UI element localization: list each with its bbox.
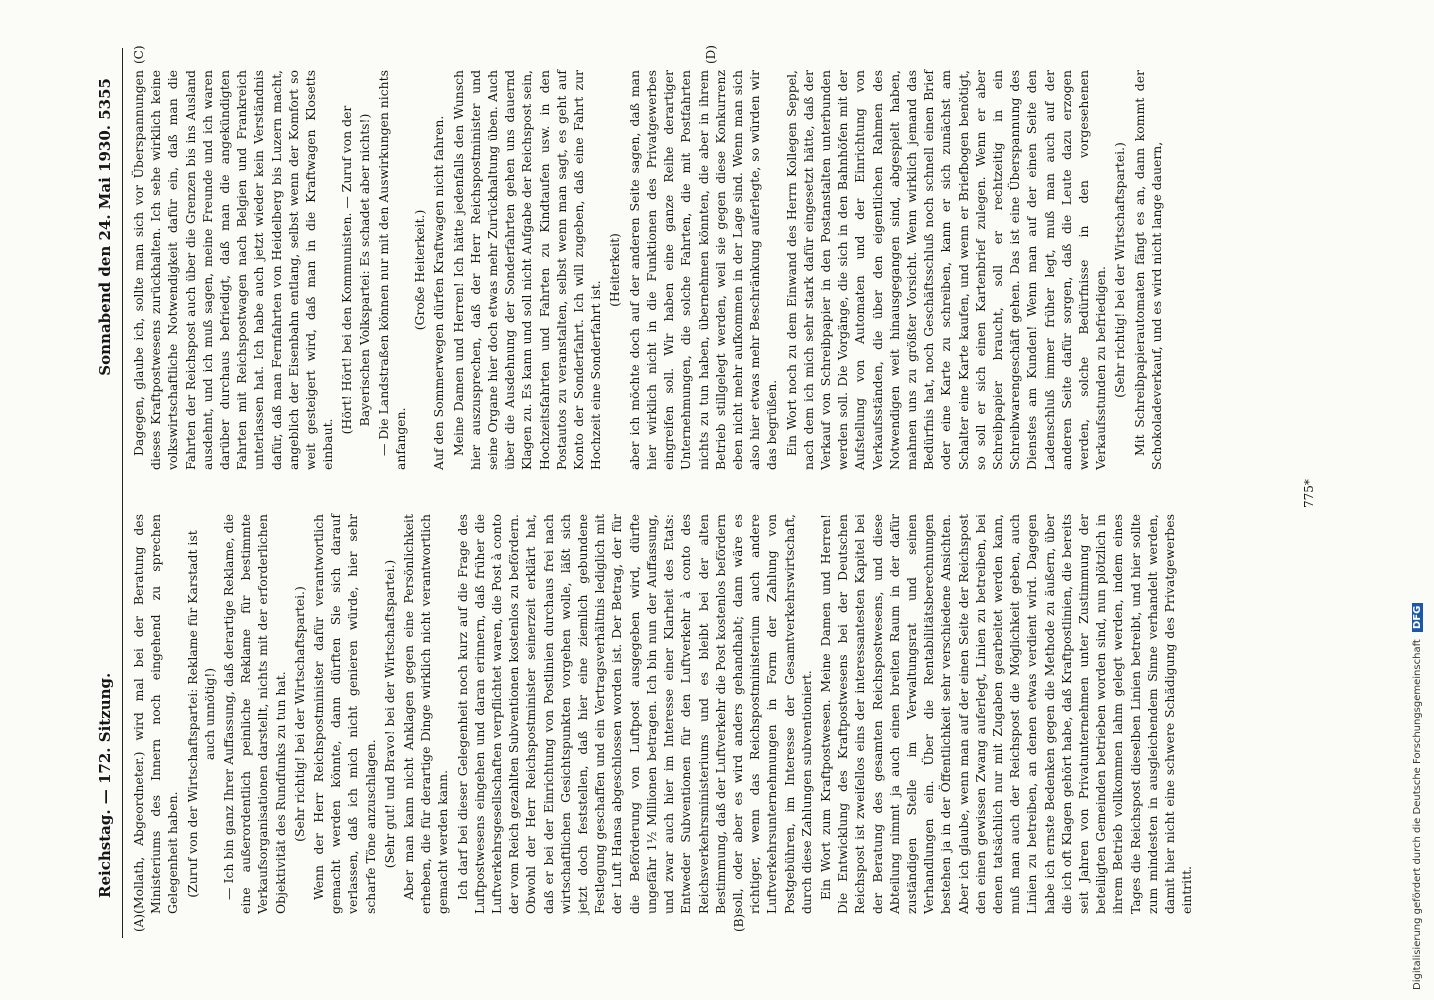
- paragraph: Wenn der Herr Reichspostminister dafür verantwortlich gemacht werden könnte, dann dürften Sie sich darauf verlassen, daß ich mich nicht genieren würde, hier sehr scharfe Töne anzuschlagen.: [311, 514, 378, 914]
- paragraph: Auf den Sommerwegen dürfen Kraftwagen nicht fahren.: [431, 115, 447, 470]
- page-signature: 775*: [1302, 479, 1316, 508]
- margin-marker-a: (A): [132, 913, 146, 932]
- interjection: (Sehr richtig! bei der Wirtschaftspartei.): [1112, 142, 1128, 398]
- funding-note: [1412, 10, 1428, 990]
- header-rule: [122, 48, 123, 938]
- paragraph: Ein Wort noch zu dem Einwand des Herrn Kollegen Seppel, nach dem ich mich sehr stark dafür eingesetzt hätte, daß der Verkauf von Schreibpapier in den Postanstalten unterbunden werden soll. Die Vorgänge, die sich in den Bahnhöfen mit der Aufstellung von Automaten und der Einrichtung von Verkaufsständen, die über den eigentlichen Rahmen des Notwendigen weit hinausgegangen sind, abgespielt haben, mahnen uns zu größter Vorsicht. Wenn wirklich jemand das Bedürfnis hat, noch Geschäftsschluß noch schnell einen Brief oder eine Karte zu schreiben, kann er sich zunächst am Schalter eine Karte kaufen, und wenn er Briefbogen benötigt, so soll er sich einen Kartenbrief zulegen. Wenn er aber Schreibpapier braucht, soll er rechtzeitig in ein Schreibwarengeschäft gehen. Das ist eine Überspannung des Dienstes am Kunden! Wenn man auf der einen Seite den Ladenschluß immer früher legt, muß man auch auf der anderen Seite dafür sorgen, daß die Leute dazu erzogen werden, solche Bedürfnisse in den vorgesehenen Verkaufsstunden zu befriedigen.: [783, 70, 1109, 470]
- paragraph: aber ich möchte doch auf der anderen Seite sagen, daß man hier wirklich nicht in die Funktionen des Privatgewerbes eingreifen soll. Wir haben eine ganze Reihe derartiger Unternehmungen, die solche Fahrten, die mit Postfahrten nichts zu tun haben, übernehmen könnten, die aber in ihrem Betrieb stillgelegt werden, weil sie gegen diese Konkurrenz eben nicht mehr aufkommen in der Lage sind. Wenn man sich also hier etwas mehr Beschränkung auferlegte, so würden wir das begrüßen.: [626, 70, 780, 470]
- paragraph: Ein Wort zum Kraftpostwesen. Meine Damen und Herren! Die Entwicklung des Kraftpostwesens bei der Deutschen Reichspost ist zweifellos eins der interessantesten Kapitel bei der Beratung des gesamten Reichspostwesens, und diese Abteilung nimmt ja auch einen breiten Raum in der dafür zuständigen Stelle im Verwaltungsrat und seinen Verhandlungen ein. Über die Rentabilitätsberechnungen bestehen ja in der Öffentlichkeit sehr verschiedene Ansichten. Aber ich glaube, wenn man auf der einen Seite der Reichspost den einen gewissen Zwang auferlegt, Linien zu betreiben, bei denen tatsächlich nur mit Zugaben gearbeitet werden kann, muß man auch der Reichspost die Möglichkeit geben, auch Linien zu betreiben, an denen etwas verdient wird. Dagegen habe ich ernste Bedenken gegen die Methode zu äußern, über die ich oft Klagen gehört habe, daß Kraftpostlinien, die bereits seit Jahren von Privatunternehmen unter Zustimmung der beteiligten Gemeinden betrieben worden sind, nun plötzlich in ihrem Betrieb vollkommen lahm gelegt werden, indem eines Tages die Reichspost dieselben Linien betreibt, und hier sollte zum mindesten in ausgleichendem Sinne verhandelt werden, damit hier nicht eine schwere Schädigung des Privatgewerbes eintritt.: [817, 514, 1195, 914]
- margin-marker-c: (C): [132, 45, 146, 64]
- paragraph: (Mollath, Abgeordneter.) wird mal bei der Beratung des Ministeriums des Innern noch eingehend zu sprechen Gelegenheit haben.: [131, 514, 181, 914]
- margin-marker-d: (D): [704, 45, 718, 64]
- rotated-page: [92, 45, 1322, 938]
- paragraph: — Die Landstraßen können nur mit den Auswirkungen nichts anfangen.: [375, 70, 409, 470]
- paragraph: Ich darf bei dieser Gelegenheit noch kurz auf die Frage des Luftpostwesens eingehen und daran erinnern, daß früher die Luftverkehrsgesellschaften verpflichtet waren, die Post à conto der vom Reich gezahlten Subventionen kostenlos zu befördern. Obwohl der Herr Reichspostminister seinerzeit erklärt hat, daß er bei der Einrichtung von Postlinien durchaus frei nach wirtschaftlichen Gesichtspunkten vorgehen wolle, läßt sich jetzt doch feststellen, daß hier eine ziemlich gebundene Festlegung geschaffen und ein Vertragsverhältnis lediglich mit der Luft Hansa abgeschlossen worden ist. Der Betrag, der für die Beförderung von Luftpost ausgegeben wird, dürfte ungefähr 1½ Millionen betragen. Ich bin nun der Auffassung, und zwar auch hier im Interesse einer Klarheit des Etats: Entweder Subventionen für den Luftverkehr à conto des Reichsverkehrsministeriums und es bleibt bei der alten Bestimmung, daß der Luftverkehr die Post kostenlos befördern soll, oder aber es wird anders gehandhabt; dann wäre es richtiger, wenn das Reichspostministerium auch andere Luftverkehrsunternehmungen in Form der Zahlung von Postgebühren, im Interesse der Gesamtverkehrswirtschaft, durch diese Zahlungen subventioniert.: [454, 514, 814, 914]
- margin-marker-b: (B): [732, 913, 746, 932]
- right-column: [130, 70, 1167, 470]
- paragraph: Meine Damen und Herren! Ich hätte jedenfalls den Wunsch hier auszusprechen, daß der Herr Reichspostminister und seine Organe hier doch etwas mehr Zurückhaltung üben. Auch über die Ausdehnung der Sonderfahrten gehen uns dauernd Klagen zu. Es kann und soll nicht Aufgabe der Reichspost sein, Hochzeitsfahrten und Fahrten zu Kindtaufen usw. in den Postautos zu veranstalten, selbst wenn man sagt, es geht auf Konto der Sonderfahrt. Ich will zugeben, daß eine Fahrt zur Hochzeit eine Sonderfahrt ist.: [450, 70, 604, 470]
- paragraph: Aber man kann nicht Anklagen gegen eine Persönlichkeit erheben, die für derartige Dinge wirklich nicht verantwortlich gemacht werden kann.: [401, 514, 451, 914]
- interjection: (Sehr richtig! bei der Wirtschaftspartei.): [291, 586, 307, 842]
- header-left: Reichstag. — 172. Sitzung.: [96, 672, 114, 898]
- dfg-logo: DFG: [1412, 603, 1423, 632]
- interjection: (Zuruf von der Wirtschaftspartei: Reklame für Karstadt ist auch unnötig!): [184, 530, 217, 898]
- interjection: (Große Heiterkeit.): [412, 209, 428, 331]
- paragraph: Dagegen, glaube ich, sollte man sich vor Überspannungen dieses Kraftpostwesens zurückhalten. Ich sehe wirklich keine volkswirtschaftliche Notwendigkeit dafür ein, daß man die Fahrten der Reichspost auch über die Grenzen bis ins Ausland ausdehnt, und ich muß sagen, meine Freunde und ich waren darüber durchaus befriedigt, daß man die angekündigten Fahrten mit Reichspostwagen nach Belgien und Frankreich unterlassen hat. Ich habe auch jetzt wieder kein Verständnis dafür, daß man Fernfahrten von Heidelberg bis Luzern macht, angeblich der Eisenbahn entlang, selbst wenn der Komfort so weit gesteigert wird, daß man in die Kraftwagen Klosetts einbaut.: [131, 70, 336, 470]
- header-right: Sonnabend den 24. Mai 1930. 5355: [96, 78, 114, 376]
- left-column: [130, 514, 1197, 914]
- interjection: (Sehr gut! und Bravo! bei der Wirtschaftspartei.): [381, 559, 397, 869]
- interjection: (Hört! Hört! bei den Kommunisten. — Zuruf von der Bayerischen Volkspartei: Es schadet aber nichts!): [339, 105, 372, 435]
- paragraph: Mit Schreibpapierautomaten fängt es an, dann kommt der Schokoladeverkauf, und es wird nicht lange dauern,: [1131, 70, 1164, 470]
- funding-text: Digitalisierung gefördert durch die Deutsche Forschungsgemeinschaft: [1412, 639, 1423, 990]
- interjection: (Heiterkeit): [607, 233, 623, 307]
- paragraph: — Ich bin ganz Ihrer Auffassung, daß derartige Reklame, die eine außerordentlich peinliche Reklame für bestimmte Verkaufsorganisationen darstellt, nichts mit der erforderlichen Objektivität des Rundfunks zu tun hat.: [221, 514, 288, 914]
- running-header: [92, 48, 120, 938]
